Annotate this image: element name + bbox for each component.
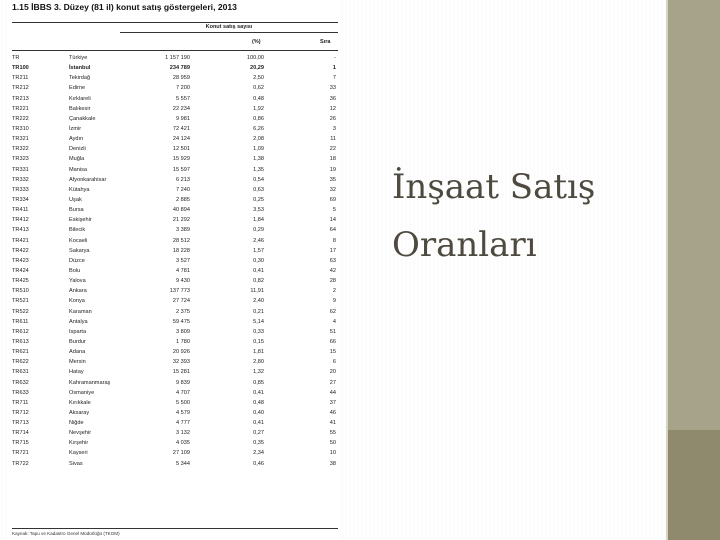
- table-row: [12, 236, 338, 246]
- region-code: TR412: [12, 217, 29, 224]
- sales-count: 24 124: [172, 136, 190, 143]
- table-group-header: Konut satış sayısı: [120, 24, 338, 33]
- sales-rank: 3: [332, 125, 336, 132]
- sales-rank: 8: [332, 237, 336, 244]
- table-row: [12, 246, 338, 256]
- region-name: Isparta: [69, 328, 87, 335]
- sales-count: 6 213: [176, 176, 190, 183]
- sales-count: 137 773: [169, 288, 190, 295]
- table-row: [12, 94, 338, 104]
- region-code: TR422: [12, 247, 29, 254]
- sales-rank: 4: [332, 318, 336, 325]
- region-code: TR212: [12, 85, 29, 92]
- region-code: TR323: [12, 156, 29, 163]
- sales-rank: 41: [329, 420, 336, 427]
- region-code: TR321: [12, 136, 29, 143]
- table-title: 1.15 İBBS 3. Düzey (81 il) konut satış göstergeleri, 2013: [12, 2, 237, 12]
- region-code: TR612: [12, 328, 29, 335]
- region-code: TR611: [12, 318, 29, 325]
- region-code: TR522: [12, 308, 29, 315]
- region-name: Bolu: [69, 267, 81, 274]
- sales-rank: 38: [329, 460, 336, 467]
- sales-percent: 0,29: [253, 227, 264, 234]
- table-row: [12, 256, 338, 266]
- sales-count: 12 501: [172, 146, 190, 153]
- sales-percent: 0,27: [253, 430, 264, 437]
- table-header-rule: [12, 50, 338, 51]
- sales-percent: 2,46: [253, 237, 264, 244]
- region-name: Uşak: [69, 196, 82, 203]
- region-name: Sakarya: [69, 247, 90, 254]
- region-name: Osmaniye: [69, 389, 95, 396]
- region-name: Bursa: [69, 207, 84, 214]
- sales-percent: 0,86: [253, 115, 264, 122]
- sales-count: 2 885: [176, 196, 190, 203]
- region-code: TR713: [12, 420, 29, 427]
- sales-percent: 1,92: [253, 105, 264, 112]
- table-row: [12, 154, 338, 164]
- statistics-table-image: [8, 0, 340, 540]
- region-code: TR424: [12, 267, 29, 274]
- sales-rank: 44: [329, 389, 336, 396]
- sales-count: 18 228: [172, 247, 190, 254]
- sales-rank: 46: [329, 409, 336, 416]
- region-name: Adana: [69, 349, 86, 356]
- sales-percent: 1,84: [253, 217, 264, 224]
- table-row: [12, 195, 338, 205]
- sales-count: 28 959: [172, 75, 190, 82]
- region-code: TR613: [12, 338, 29, 345]
- sales-count: 3 389: [176, 227, 190, 234]
- region-code: TR331: [12, 166, 29, 173]
- region-code: TR411: [12, 207, 29, 214]
- region-name: Kırşehir: [69, 440, 89, 447]
- sales-count: 72 421: [172, 125, 190, 132]
- table-row: [12, 438, 338, 448]
- sales-rank: 26: [329, 115, 336, 122]
- sales-count: 1 780: [176, 338, 190, 345]
- region-name: İstanbul: [69, 65, 91, 72]
- region-name: Balıkesir: [69, 105, 91, 112]
- region-name: Denizli: [69, 146, 86, 153]
- sales-percent: 20,29: [250, 65, 264, 72]
- sales-rank: 69: [329, 196, 336, 203]
- region-name: Niğde: [69, 420, 84, 427]
- sales-count: 4 707: [176, 389, 190, 396]
- sales-count: 3 132: [176, 430, 190, 437]
- sales-percent: 1,38: [253, 156, 264, 163]
- table-row: [12, 225, 338, 235]
- table-row: [12, 104, 338, 114]
- region-name: Türkiye: [69, 55, 88, 61]
- sales-rank: 2: [332, 288, 336, 295]
- region-name: İzmir: [69, 125, 82, 132]
- sales-percent: 6,26: [253, 125, 264, 132]
- sales-count: 15 281: [172, 369, 190, 376]
- sales-rank: 10: [329, 450, 336, 457]
- sales-percent: 100,00: [246, 55, 264, 61]
- sales-rank: 9: [332, 298, 336, 305]
- sales-rank: 35: [329, 176, 336, 183]
- table-row: [12, 307, 338, 317]
- sales-count: 7 240: [176, 186, 190, 193]
- slide-title: [392, 158, 652, 274]
- sales-count: 4 035: [176, 440, 190, 447]
- sales-rank: 20: [329, 369, 336, 376]
- region-name: Kocaeli: [69, 237, 88, 244]
- region-name: Düzce: [69, 257, 85, 264]
- sales-rank: 18: [329, 156, 336, 163]
- sales-percent: 0,41: [253, 389, 264, 396]
- region-code: TR714: [12, 430, 29, 437]
- table-row: [12, 165, 338, 175]
- region-code: TR: [12, 55, 20, 61]
- sales-count: 32 393: [172, 359, 190, 366]
- region-name: Eskişehir: [69, 217, 92, 224]
- sales-percent: 0,15: [253, 338, 264, 345]
- region-name: Mersin: [69, 359, 86, 366]
- table-row: [12, 175, 338, 185]
- sales-percent: 11,91: [250, 288, 264, 295]
- region-code: TR213: [12, 95, 29, 102]
- sales-rank: 1: [332, 65, 336, 72]
- table-row: [12, 398, 338, 408]
- header-rank: Sıra: [320, 39, 331, 45]
- region-code: TR631: [12, 369, 29, 376]
- table-row: [12, 428, 338, 438]
- region-code: TR632: [12, 379, 29, 386]
- region-name: Çanakkale: [69, 115, 96, 122]
- region-code: TR423: [12, 257, 29, 264]
- region-code: TR722: [12, 460, 29, 467]
- sales-count: 4 579: [176, 409, 190, 416]
- table-row: [12, 317, 338, 327]
- table-row: [12, 286, 338, 296]
- region-name: Antalya: [69, 318, 88, 325]
- sales-rank: 36: [329, 95, 336, 102]
- sales-rank: -: [334, 55, 336, 61]
- table-row: [12, 83, 338, 93]
- region-name: Aydın: [69, 136, 84, 143]
- table-row: [12, 327, 338, 337]
- sales-rank: 11: [330, 136, 336, 143]
- region-name: Yalova: [69, 278, 86, 285]
- sales-rank: 5: [332, 207, 336, 214]
- region-name: Kırıkkale: [69, 399, 91, 406]
- sales-rank: 19: [329, 166, 336, 173]
- region-code: TR333: [12, 186, 29, 193]
- region-name: Sivas: [69, 460, 83, 467]
- sales-rank: 28: [329, 278, 336, 285]
- sales-percent: 0,48: [253, 95, 264, 102]
- sales-rank: 55: [329, 430, 336, 437]
- table-row: [12, 276, 338, 286]
- region-name: Ankara: [69, 288, 87, 295]
- sales-rank: 27: [329, 379, 336, 386]
- sales-percent: 0,63: [253, 186, 264, 193]
- sales-count: 9 981: [176, 115, 190, 122]
- sales-count: 5 344: [176, 460, 190, 467]
- sales-percent: 0,41: [253, 420, 264, 427]
- table-row: [12, 418, 338, 428]
- table-row: [12, 347, 338, 357]
- region-name: Kahramanmaraş: [69, 379, 111, 386]
- region-name: Tekirdağ: [69, 75, 91, 82]
- region-name: Konya: [69, 298, 85, 305]
- sales-rank: 12: [329, 105, 336, 112]
- region-name: Nevşehir: [69, 430, 92, 437]
- sales-percent: 2,80: [253, 359, 264, 366]
- sales-percent: 0,46: [253, 460, 264, 467]
- sales-count: 27 109: [172, 450, 190, 457]
- sales-count: 5 557: [176, 95, 190, 102]
- sales-count: 22 234: [172, 105, 190, 112]
- table-row: [12, 367, 338, 377]
- sales-rank: 42: [329, 267, 336, 274]
- sales-percent: 1,57: [253, 247, 264, 254]
- table-body: [12, 53, 338, 469]
- sales-percent: 1,81: [253, 349, 264, 356]
- region-code: TR712: [12, 409, 29, 416]
- sales-count: 4 777: [176, 420, 190, 427]
- table-header-row: [12, 38, 338, 48]
- sales-percent: 2,50: [253, 75, 264, 82]
- sales-rank: 66: [329, 338, 336, 345]
- region-code: TR221: [12, 105, 29, 112]
- sales-rank: 63: [329, 257, 336, 264]
- table-row: [12, 408, 338, 418]
- sales-percent: 1,35: [253, 166, 264, 173]
- region-name: Bilecik: [69, 227, 86, 234]
- sales-percent: 0,33: [253, 328, 264, 335]
- region-name: Karaman: [69, 308, 92, 315]
- region-code: TR711: [12, 399, 29, 406]
- sales-count: 3 527: [176, 257, 190, 264]
- sales-rank: 15: [329, 349, 336, 356]
- sales-count: 5 500: [176, 399, 190, 406]
- region-name: Hatay: [69, 369, 84, 376]
- sales-count: 15 597: [172, 166, 190, 173]
- region-name: Kayseri: [69, 450, 88, 457]
- region-name: Kütahya: [69, 186, 90, 193]
- region-name: Aksaray: [69, 409, 90, 416]
- region-name: Edirne: [69, 85, 86, 92]
- sales-rank: 14: [329, 217, 336, 224]
- sales-percent: 0,30: [253, 257, 264, 264]
- sales-percent: 1,09: [253, 146, 264, 153]
- table-source: Kaynak: Tapu ve Kadastro Genel Müdürlüğü (TKGM): [12, 531, 120, 536]
- table-row: [12, 134, 338, 144]
- slide-title-line1: İnşaat Satış: [392, 167, 596, 207]
- region-name: Afyonkarahisar: [69, 176, 107, 183]
- sales-rank: 22: [329, 146, 336, 153]
- sales-percent: 0,85: [253, 379, 264, 386]
- table-row: [12, 63, 338, 73]
- region-code: TR222: [12, 115, 29, 122]
- sales-count: 3 809: [176, 328, 190, 335]
- table-row: [12, 73, 338, 83]
- sales-percent: 0,40: [253, 409, 264, 416]
- sales-count: 234 789: [169, 65, 190, 72]
- side-bar-top: [668, 0, 720, 430]
- sales-percent: 5,14: [253, 318, 264, 325]
- side-bar-bottom: [668, 430, 720, 540]
- table-row: [12, 388, 338, 398]
- sales-count: 9 430: [176, 278, 190, 285]
- sales-percent: 2,34: [253, 450, 264, 457]
- sales-count: 27 724: [172, 298, 190, 305]
- sales-rank: 32: [329, 186, 336, 193]
- table-row: [12, 337, 338, 347]
- table-row: [12, 53, 338, 63]
- sales-rank: 17: [329, 247, 336, 254]
- table-row: [12, 205, 338, 215]
- sales-rank: 62: [329, 308, 336, 315]
- sales-rank: 33: [329, 85, 336, 92]
- sales-percent: 0,35: [253, 440, 264, 447]
- sales-rank: 51: [329, 328, 336, 335]
- table-row: [12, 215, 338, 225]
- header-percent: (%): [252, 39, 261, 45]
- table-top-rule: [12, 22, 338, 23]
- sales-percent: 0,82: [253, 278, 264, 285]
- sales-percent: 0,21: [253, 308, 264, 315]
- sales-percent: 0,41: [253, 267, 264, 274]
- sales-count: 2 375: [176, 308, 190, 315]
- sales-rank: 6: [332, 359, 336, 366]
- sales-percent: 1,32: [253, 369, 264, 376]
- sales-count: 4 781: [176, 267, 190, 274]
- sales-percent: 2,40: [253, 298, 264, 305]
- table-row: [12, 357, 338, 367]
- sales-rank: 50: [329, 440, 336, 447]
- region-code: TR622: [12, 359, 29, 366]
- table-row: [12, 266, 338, 276]
- sales-count: 20 926: [172, 349, 190, 356]
- region-code: TR413: [12, 227, 29, 234]
- region-code: TR510: [12, 288, 29, 295]
- region-code: TR715: [12, 440, 29, 447]
- sales-count: 1 157 190: [165, 55, 190, 61]
- table-row: [12, 124, 338, 134]
- region-name: Manisa: [69, 166, 88, 173]
- sales-percent: 0,48: [253, 399, 264, 406]
- sales-percent: 0,54: [253, 176, 264, 183]
- region-code: TR621: [12, 349, 29, 356]
- sales-count: 21 292: [172, 217, 190, 224]
- sales-count: 15 929: [172, 156, 190, 163]
- sales-count: 59 475: [172, 318, 190, 325]
- table-row: [12, 114, 338, 124]
- region-code: TR521: [12, 298, 29, 305]
- region-code: TR211: [12, 75, 29, 82]
- region-code: TR100: [12, 65, 29, 72]
- table-row: [12, 185, 338, 195]
- region-code: TR322: [12, 146, 29, 153]
- sales-rank: 7: [332, 75, 336, 82]
- region-code: TR721: [12, 450, 29, 457]
- sales-percent: 3,53: [253, 207, 264, 214]
- region-code: TR334: [12, 196, 29, 203]
- table-row: [12, 459, 338, 469]
- table-bottom-rule: [12, 528, 338, 529]
- table-row: [12, 296, 338, 306]
- table-row: [12, 378, 338, 388]
- sales-count: 28 512: [172, 237, 190, 244]
- region-name: Kırklareli: [69, 95, 91, 102]
- region-code: TR332: [12, 176, 29, 183]
- region-name: Burdur: [69, 338, 86, 345]
- sales-percent: 0,25: [253, 196, 264, 203]
- table-row: [12, 448, 338, 458]
- sales-count: 9 839: [176, 379, 190, 386]
- sales-percent: 0,62: [253, 85, 264, 92]
- sales-count: 7 200: [176, 85, 190, 92]
- sales-rank: 37: [329, 399, 336, 406]
- sales-count: 40 894: [172, 207, 190, 214]
- slide-title-line2: Oranları: [392, 225, 537, 265]
- region-name: Muğla: [69, 156, 85, 163]
- sales-rank: 64: [329, 227, 336, 234]
- region-code: TR310: [12, 125, 29, 132]
- sales-percent: 2,08: [253, 136, 264, 143]
- region-code: TR421: [12, 237, 29, 244]
- table-row: [12, 144, 338, 154]
- region-code: TR425: [12, 278, 29, 285]
- region-code: TR633: [12, 389, 29, 396]
